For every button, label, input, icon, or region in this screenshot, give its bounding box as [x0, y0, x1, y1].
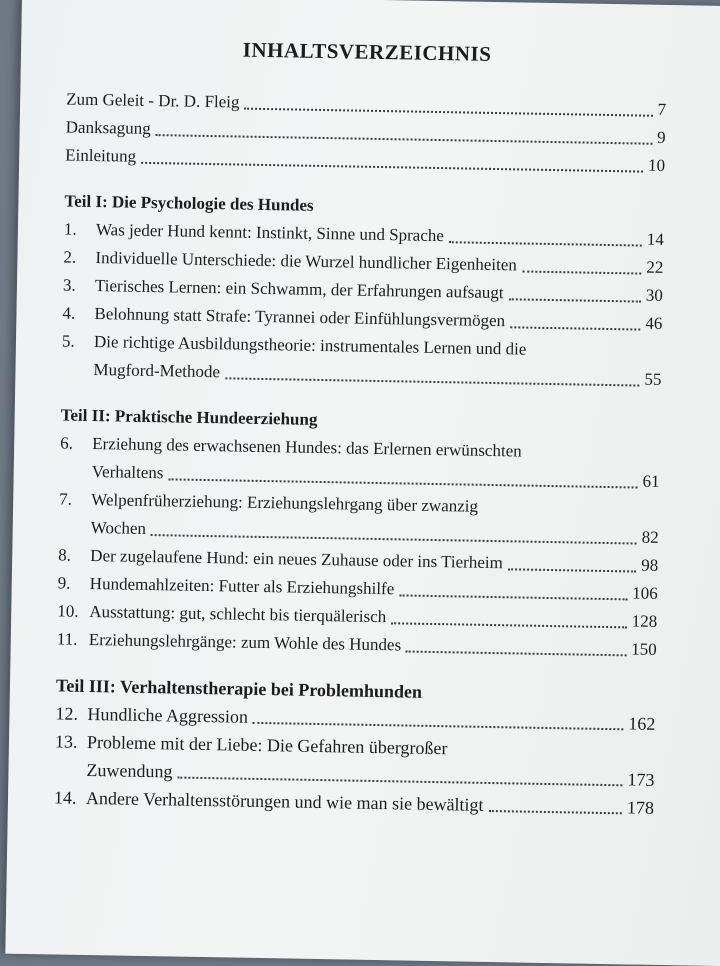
entry-label: Welpenfrüherziehung: Erziehungslehrgang über zwanzig	[91, 490, 479, 516]
chapter-number: 6.	[60, 433, 74, 453]
dot-leader	[225, 377, 639, 386]
entry-label: Andere Verhaltensstörungen und wie man sie bewältigt	[85, 787, 484, 815]
part-heading: Teil II: Praktische Hundeerziehung	[60, 405, 318, 429]
chapter-number: 12.	[55, 703, 79, 724]
page-title: INHALTSVERZEICHNIS	[242, 37, 492, 66]
entry-label: Probleme mit der Liebe: Die Gefahren übergroßer	[86, 731, 448, 759]
page-number: 46	[645, 313, 663, 333]
dot-leader	[168, 478, 637, 488]
page-number: 150	[631, 639, 657, 659]
page-number: 55	[644, 369, 662, 389]
dot-leader	[253, 722, 623, 730]
dot-leader	[510, 326, 640, 330]
page-number: 128	[631, 611, 658, 631]
dot-leader	[177, 777, 622, 787]
dot-leader	[141, 162, 643, 173]
entry-label: Danksagung	[65, 117, 151, 138]
page-number: 178	[626, 797, 655, 818]
entry-label: Erziehung des erwachsenen Hundes: das Erlernen erwünschten	[92, 434, 522, 461]
chapter-number: 14.	[53, 787, 77, 808]
chapter-number: 8.	[58, 545, 72, 565]
entry-label: Ausstattung: gut, schlecht bis tierquälerisch	[89, 601, 387, 627]
front-matter	[65, 86, 666, 180]
entry-label: Zuwendung	[86, 759, 173, 782]
page-number: 10	[647, 155, 666, 175]
page-number: 9	[656, 127, 666, 147]
dot-leader	[244, 108, 652, 117]
entry-label: Belohnung statt Strafe: Tyrannei oder Einfühlungsvermögen	[94, 304, 506, 331]
entry-label: Was jeder Hund kennt: Instinkt, Sinne und Sprache	[95, 220, 445, 246]
chapter-number: 11.	[56, 629, 78, 649]
dot-leader	[151, 534, 637, 544]
toc-part-1	[61, 187, 664, 393]
table-of-contents	[54, 35, 667, 822]
chapter-number: 7.	[59, 489, 73, 509]
page-number: 14	[646, 229, 665, 249]
page-number: 173	[627, 769, 655, 790]
entry-label: Einleitung	[65, 145, 137, 166]
dot-leader	[156, 134, 652, 145]
page-number: 30	[645, 285, 664, 305]
toc-part-2	[57, 401, 661, 663]
page-number: 22	[646, 257, 664, 277]
page-number: 162	[628, 713, 656, 734]
dot-leader	[406, 651, 626, 657]
parts-list	[54, 187, 665, 821]
chapter-number: 9.	[57, 573, 71, 593]
entry-label: Verhaltens	[91, 462, 164, 483]
part-heading: Teil I: Die Psychologie des Hundes	[64, 191, 314, 215]
dot-leader	[399, 594, 627, 600]
page-number: 98	[641, 555, 659, 575]
chapter-number: 3.	[62, 275, 76, 295]
chapter-number: 5.	[61, 331, 75, 351]
entry-label: Tierisches Lernen: ein Schwamm, der Erfahrungen aufsaugt	[94, 276, 504, 303]
page-number: 82	[641, 527, 659, 547]
entry-label: Der zugelaufene Hund: ein neues Zuhause oder ins Tierheim	[90, 545, 503, 573]
book-page	[5, 0, 720, 966]
page-number: 61	[642, 471, 660, 491]
toc-part-3	[54, 671, 656, 821]
chapter-number: 13.	[54, 731, 78, 752]
entry-label: Individuelle Unterschiede: die Wurzel hundlicher Eigenheiten	[95, 248, 518, 275]
dot-leader	[449, 241, 642, 246]
entry-label: Mugford-Methode	[93, 360, 221, 382]
page-number: 7	[657, 99, 667, 119]
dot-leader	[488, 810, 621, 814]
entry-label: Zum Geleit - Dr. D. Fleig	[66, 89, 240, 112]
entry-label: Hundliche Aggression	[87, 703, 249, 727]
entry-label: Wochen	[90, 517, 147, 538]
dot-leader	[391, 622, 627, 628]
dot-leader	[508, 568, 636, 572]
entry-label: Hundemahlzeiten: Futter als Erziehungshilfe	[89, 573, 395, 599]
dot-leader	[508, 298, 640, 302]
chapter-number: 1.	[63, 219, 77, 239]
part-heading: Teil III: Verhaltenstherapie bei Problemhunden	[55, 675, 423, 702]
dot-leader	[522, 270, 642, 274]
entry-label: Die richtige Ausbildungstheorie: instrumentales Lernen und die	[93, 332, 527, 359]
entry-label: Erziehungslehrgänge: zum Wohle des Hundes	[88, 629, 402, 655]
chapter-number: 10.	[57, 601, 79, 621]
page-number: 106	[632, 583, 658, 603]
chapter-number: 2.	[63, 247, 77, 267]
chapter-number: 4.	[62, 303, 76, 323]
